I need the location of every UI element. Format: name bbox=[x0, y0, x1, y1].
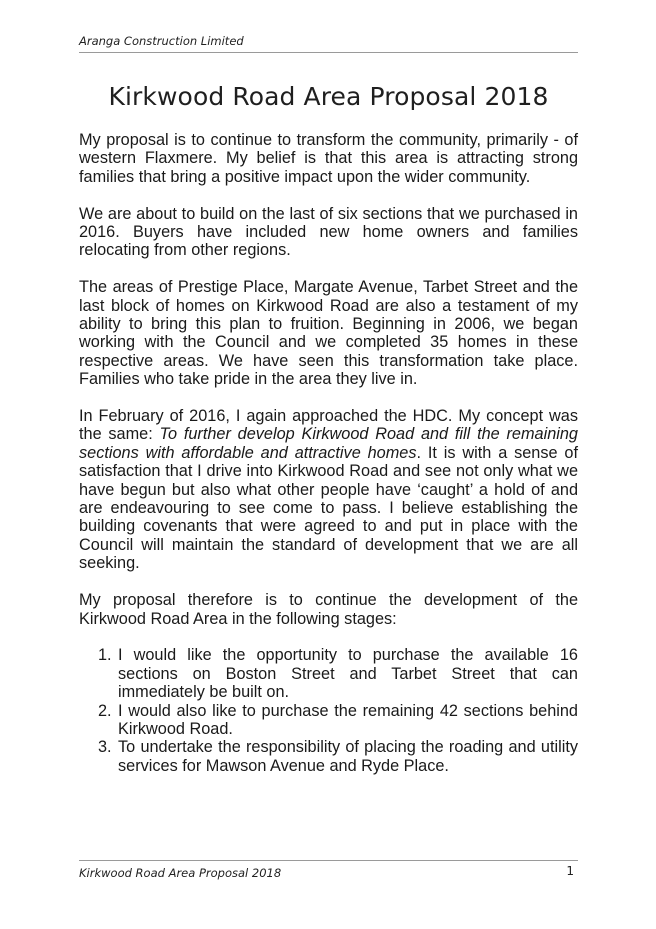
paragraph-4-after: . It is with a sense of satisfaction that I drive into Kirkwood Road and see not only what we have begun but also what other people have ‘caught’ a hold of and are endeavouring to see come to pass. I believe establishing the building covenants that were agreed to and put in place with the Council will maintain the standard of development that we are all seeking. bbox=[79, 443, 578, 573]
stage-text: I would also like to purchase the remaining 42 sections behind Kirkwood Road. bbox=[118, 701, 578, 738]
stage-item bbox=[79, 646, 578, 701]
document-title: Kirkwood Road Area Proposal 2018 bbox=[108, 82, 549, 111]
paragraph-3: The areas of Prestige Place, Margate Avenue, Tarbet Street and the last block of homes on Kirkwood Road are also a testament of my ability to bring this plan to fruition. Beginning in 2006, we began working with the Council and we completed 35 homes in these respective areas. We have seen this transformation take place. Families who take pride in the area they live in. bbox=[79, 278, 578, 389]
stage-number: 3. bbox=[98, 738, 112, 757]
stage-item bbox=[79, 738, 578, 775]
paragraph-4-before: In February of 2016, I again approached the HDC. My concept was the same: bbox=[79, 407, 578, 444]
stages-list bbox=[79, 646, 578, 775]
document-body bbox=[79, 131, 578, 775]
company-name: Aranga Construction Limited bbox=[79, 34, 244, 48]
page-footer bbox=[79, 860, 578, 882]
paragraph-4 bbox=[79, 407, 578, 573]
footer-doc-name: Kirkwood Road Area Proposal 2018 bbox=[79, 866, 282, 880]
stage-number: 2. bbox=[98, 701, 112, 720]
paragraph-2: We are about to build on the last of six sections that we purchased in 2016. Buyers have included new home owners and families relocating from other regions. bbox=[79, 204, 578, 260]
page-number: 1 bbox=[566, 864, 574, 878]
stage-text: To undertake the responsibility of placing the roading and utility services for Mawson Avenue and Ryde Place. bbox=[118, 738, 578, 775]
paragraph-4-italic: To further develop Kirkwood Road and fill the remaining sections with affordable and attractive homes bbox=[79, 425, 578, 462]
stage-number: 1. bbox=[98, 646, 112, 665]
stage-item bbox=[79, 702, 578, 739]
stage-text: I would like the opportunity to purchase the available 16 sections on Boston Street and Tarbet Street that can immediately be built on. bbox=[118, 646, 578, 702]
paragraph-1: My proposal is to continue to transform the community, primarily - of western Flaxmere. My belief is that this area is attracting strong families that bring a positive impact upon the wider community. bbox=[79, 131, 578, 186]
page-header bbox=[79, 32, 578, 53]
paragraph-5: My proposal therefore is to continue the development of the Kirkwood Road Area in the following stages: bbox=[79, 591, 578, 628]
